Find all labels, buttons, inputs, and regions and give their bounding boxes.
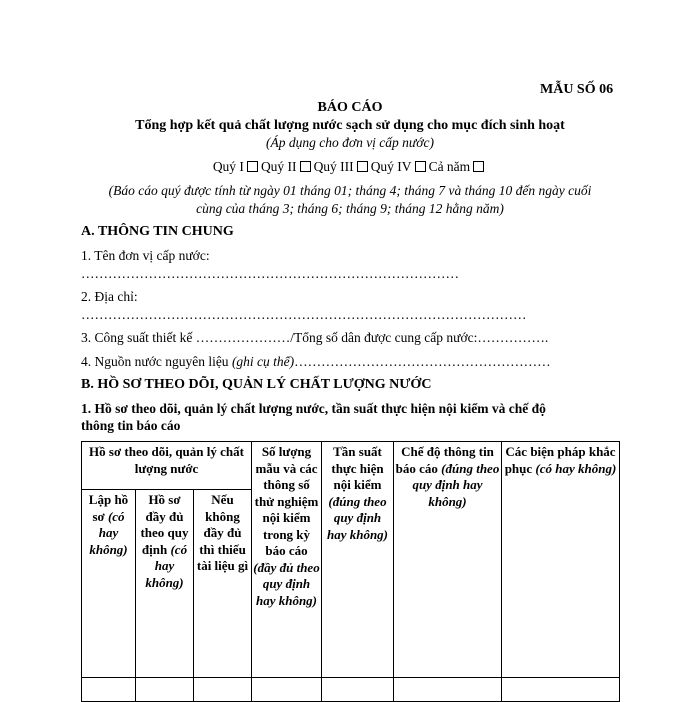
- table-row: [82, 678, 620, 702]
- applies-to-note: (Áp dụng cho đơn vị cấp nước): [266, 135, 434, 150]
- header-missing-documents: Nếu không đầy đủ thì thiếu tài liệu gì: [194, 490, 252, 678]
- period-options: [0, 159, 700, 175]
- raw-water-source-line[interactable]: [81, 354, 551, 370]
- raw-water-source-label: 4. Nguồn nước nguyên liệu: [81, 354, 232, 369]
- table-cell[interactable]: [82, 678, 136, 702]
- checkbox-q3[interactable]: [357, 161, 368, 172]
- header-reporting: Chế độ thông tin báo cáo (đúng theo quy định hay không): [394, 442, 502, 678]
- checkbox-q4[interactable]: [415, 161, 426, 172]
- unit-name-label: 1. Tên đơn vị cấp nước:: [81, 248, 210, 263]
- unit-name-field[interactable]: …………………………………………………………………………: [81, 266, 459, 281]
- table-cell[interactable]: [252, 678, 322, 702]
- address-label: 2. Địa chỉ:: [81, 289, 138, 304]
- period-note-line2: cùng của tháng 3; tháng 6; tháng 9; tháng 12 hằng năm): [196, 201, 504, 216]
- quality-records-table: [81, 441, 620, 702]
- section-b-item1-line2: thông tin báo cáo: [81, 418, 181, 433]
- period-option-q4[interactable]: Quý IV: [371, 159, 429, 174]
- checkbox-year[interactable]: [473, 161, 484, 172]
- period-option-year[interactable]: Cả năm: [429, 159, 488, 174]
- header-remedy: Các biện pháp khắc phục (có hay không): [502, 442, 620, 678]
- table-cell[interactable]: [394, 678, 502, 702]
- header-records-group: Hồ sơ theo dõi, quản lý chất lượng nước: [82, 442, 252, 490]
- header-samples: Số lượng mẫu và các thông số thử nghiệm nội kiểm trong kỳ báo cáo (đầy đủ theo quy định hay không): [252, 442, 322, 678]
- form-code: MẪU SỐ 06: [540, 82, 614, 97]
- period-option-q3[interactable]: Quý III: [314, 159, 371, 174]
- table-cell[interactable]: [194, 678, 252, 702]
- capacity-population-line[interactable]: 3. Công suất thiết kế …………………/Tổng số dân được cung cấp nước:…………….: [81, 330, 549, 345]
- header-frequency: Tần suất thực hiện nội kiểm (đúng theo quy định hay không): [322, 442, 394, 678]
- period-note-line1: (Báo cáo quý được tính từ ngày 01 tháng 01; tháng 4; tháng 7 và tháng 10 đến ngày cuối: [108, 183, 592, 198]
- period-option-q1[interactable]: Quý I: [213, 159, 261, 174]
- raw-water-source-hint: (ghi cụ thể): [231, 354, 295, 369]
- report-title: BÁO CÁO: [317, 100, 383, 115]
- report-subtitle: Tổng hợp kết quả chất lượng nước sạch sử dụng cho mục đích sinh hoạt: [135, 118, 565, 133]
- raw-water-source-field[interactable]: …………………………………………………: [294, 354, 551, 369]
- period-option-q2[interactable]: Quý II: [261, 159, 314, 174]
- checkbox-q2[interactable]: [300, 161, 311, 172]
- section-b-heading: B. HỒ SƠ THEO DÕI, QUẢN LÝ CHẤT LƯỢNG NƯỚC: [81, 377, 432, 392]
- section-a-heading: A. THÔNG TIN CHUNG: [81, 224, 234, 239]
- table-cell[interactable]: [322, 678, 394, 702]
- header-complete-records: Hồ sơ đầy đủ theo quy định (có hay không): [136, 490, 194, 678]
- table-cell[interactable]: [136, 678, 194, 702]
- section-b-item1-line1: 1. Hồ sơ theo dõi, quản lý chất lượng nước, tần suất thực hiện nội kiểm và chế độ: [81, 401, 546, 416]
- checkbox-q1[interactable]: [247, 161, 258, 172]
- header-create-records: Lập hồ sơ (có hay không): [82, 490, 136, 678]
- table-cell[interactable]: [502, 678, 620, 702]
- address-field[interactable]: ………………………………………………………………………………………: [81, 307, 527, 322]
